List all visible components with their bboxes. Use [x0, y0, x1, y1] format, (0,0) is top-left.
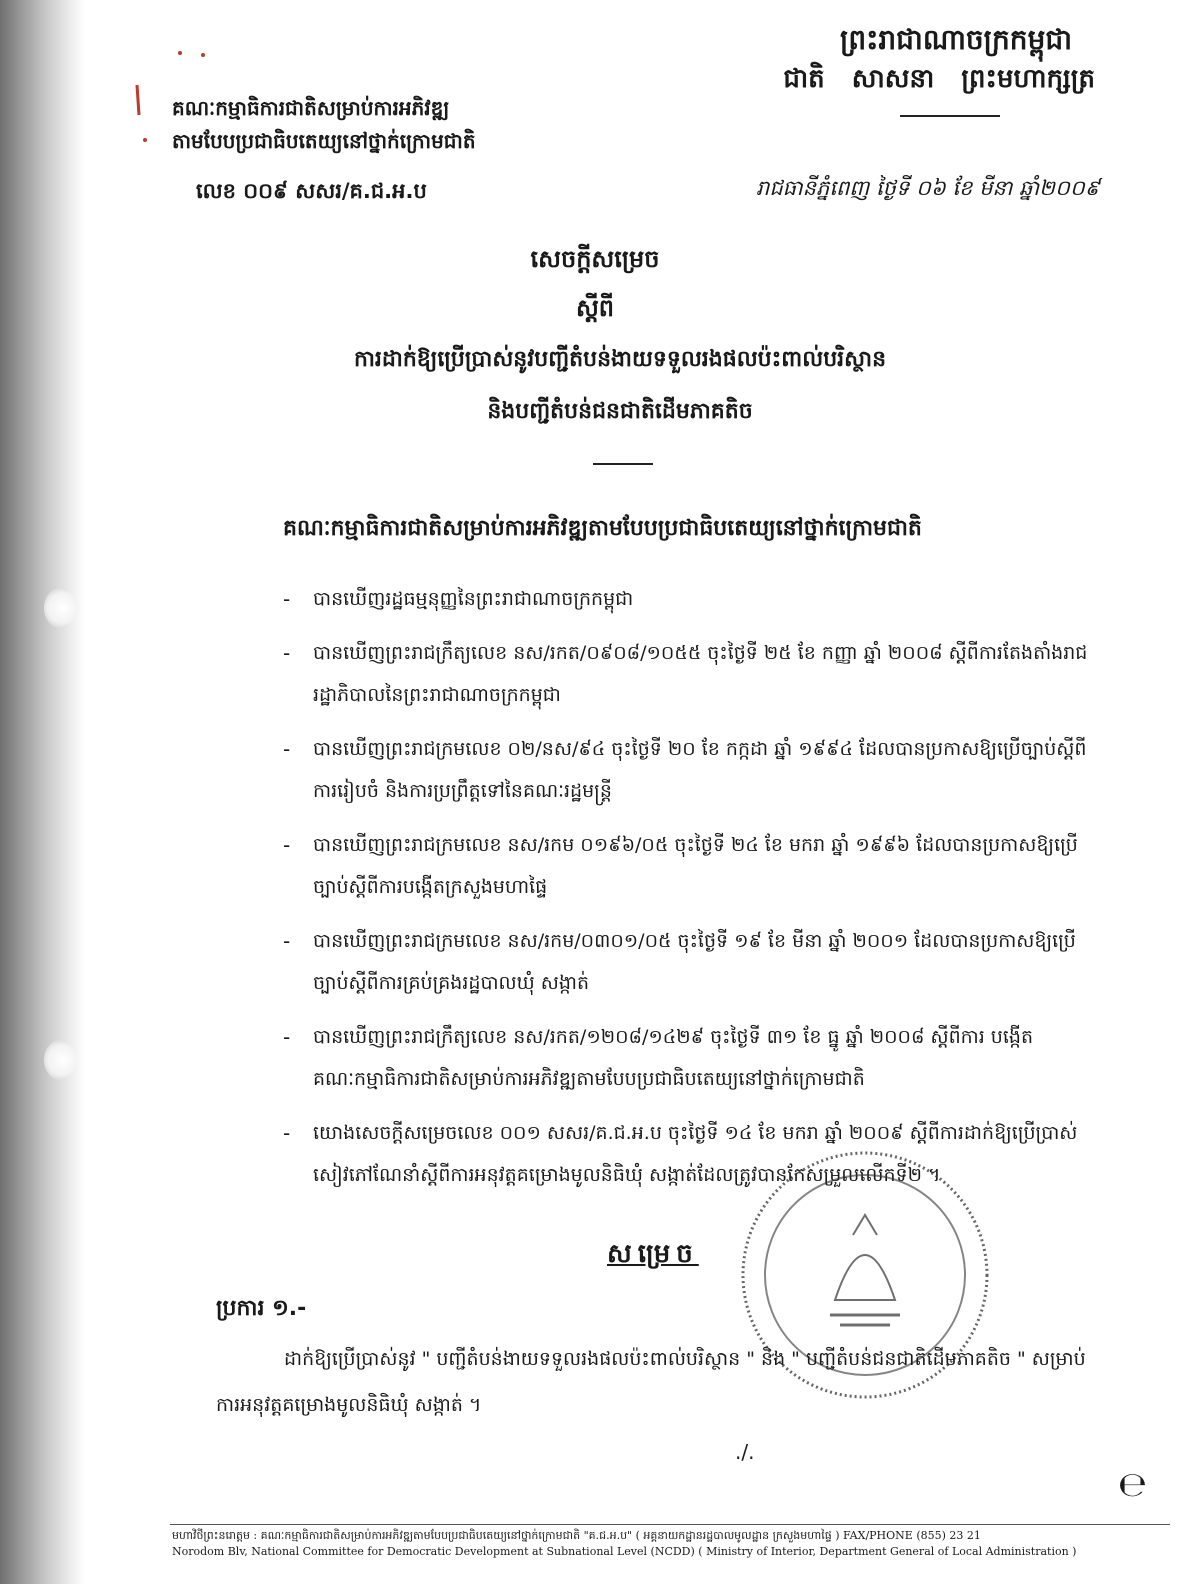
- signature-mark-icon: ℮: [1118, 1465, 1148, 1505]
- issuing-committee: [172, 92, 476, 158]
- ornament-divider: [593, 463, 653, 465]
- title-subject-2: និងបញ្ជីតំបន់ជនជាតិដើមភាគតិច: [487, 399, 753, 424]
- list-item: - បានឃើញរដ្ឋធម្មនុញ្ញនៃព្រះរាជាណាចក្រកម្ពុជា: [283, 587, 634, 611]
- list-item: - យោងសេចក្តីសម្រេចលេខ ០០១ សសរ/គ.ជ.អ.ប ចុះថ្ងៃទី ១៤ ខែ មករា ឆ្នាំ ២០០៩ ស្តីពីការដាក់ឱ្យប្រើប្រាស់សៀវភៅណែនាំស្តីពីការអនុវត្តគម្រោងមូលនិធិឃុំ សង្កាត់ដែលត្រូវបានកែសម្រួលលើកទី២ ។: [283, 1121, 1078, 1186]
- scan-edge-shadow: [0, 0, 85, 1584]
- list-item: - បានឃើញព្រះរាជក្រឹត្យលេខ នស/រកត/១២០៨/១៤២៩ ចុះថ្ងៃទី ៣១ ខែ ធ្នូ ឆ្នាំ ២០០៨ ស្តីពីការ បង្កើតគណៈកម្មាធិការជាតិសម្រាប់ការអភិវឌ្ឍតាមបែបប្រជាធិបតេយ្យនៅថ្នាក់ក្រោមជាតិ: [283, 1025, 1034, 1090]
- title-regarding: ស្តីពី: [575, 294, 615, 322]
- decision-heading: សម្រេច: [607, 1239, 699, 1269]
- list-item: - បានឃើញព្រះរាជក្រមលេខ ០២/នស/៩៤ ចុះថ្ងៃទី ២០ ខែ កក្កដា ឆ្នាំ ១៩៩៤ ដែលបានប្រកាសឱ្យប្រើច្បាប់ស្តីពីការរៀបចំ និងការប្រព្រឹត្តទៅនៃគណៈរដ្ឋមន្ត្រី: [283, 737, 1087, 802]
- page-continuation-marker: ./.: [735, 1440, 755, 1464]
- ornament-divider: [900, 115, 1000, 117]
- national-motto: ជាតិ សាសនា ព្រះមហាក្សត្រ: [783, 64, 1095, 94]
- considerations-list: [283, 578, 1098, 1208]
- reference-number: លេខ ០០៩ សសរ/គ.ជ.អ.ប: [196, 179, 427, 203]
- title-subject-1: ការដាក់ឱ្យប្រើប្រាស់នូវបញ្ជីតំបន់ងាយទទួលរងផលប៉ះពាល់បរិស្ថាន: [353, 347, 887, 372]
- committee-line-1: គណៈកម្មាធិការជាតិសម្រាប់ការអភិវឌ្ឍ: [172, 96, 450, 120]
- article-heading: ប្រការ ១.-: [216, 1296, 307, 1321]
- list-item: - បានឃើញព្រះរាជក្រមលេខ នស/រកម ០១៩៦/០៥ ចុះថ្ងៃទី ២៤ ខែ មករា ឆ្នាំ ១៩៩៦ ដែលបានប្រកាសឱ្យប្រើច្បាប់ស្តីពីការបង្កើតក្រសួងមហាផ្ទៃ: [283, 833, 1078, 898]
- document-date: រាជធានីភ្នំពេញ ថ្ងៃទី ០៦ ខែ មីនា ឆ្នាំ២០០៩: [756, 176, 1100, 200]
- punch-hole-icon: [44, 588, 76, 628]
- issuer-heading: គណៈកម្មាធិការជាតិសម្រាប់ការអភិវឌ្ឍតាមបែបប្រជាធិបតេយ្យនៅថ្នាក់ក្រោមជាតិ: [283, 516, 922, 541]
- punch-hole-icon: [44, 1040, 76, 1080]
- footer-address-english: Norodom Blv, National Committee for Democratic Development at Subnational Level (NCDD) ( Ministry of Interior, Department General of Local Administration ): [172, 1545, 1077, 1558]
- list-item: - បានឃើញព្រះរាជក្រមលេខ នស/រកម/០៣០១/០៥ ចុះថ្ងៃទី ១៩ ខែ មីនា ឆ្នាំ ២០០១ ដែលបានប្រកាសឱ្យប្រើច្បាប់ស្តីពីការគ្រប់គ្រងរដ្ឋបាលឃុំ សង្កាត់: [283, 929, 1076, 994]
- footer-address-khmer: មហាវិថីព្រះនរោត្តម : គណៈកម្មាធិការជាតិសម្រាប់ការអភិវឌ្ឍតាមបែបប្រជាធិបតេយ្យនៅថ្នាក់ក្រោមជាតិ "គ.ជ.អ.ប" ( អគ្គនាយកដ្ឋានរដ្ឋបាលមូលដ្ឋាន ក្រសួងមហាផ្ទៃ ) FAX/PHONE (855) 23 21: [172, 1529, 981, 1542]
- footer-divider: [170, 1524, 1170, 1525]
- kingdom-heading: ព្រះរាជាណាចក្រកម្ពុជា: [839, 23, 1072, 56]
- committee-line-2: តាមបែបប្រជាធិបតេយ្យនៅថ្នាក់ក្រោមជាតិ: [172, 129, 476, 153]
- list-item: - បានឃើញព្រះរាជក្រឹត្យលេខ នស/រកត/០៩០៨/១០៥៥ ចុះថ្ងៃទី ២៥ ខែ កញ្ញា ឆ្នាំ ២០០៨ ស្តីពីការតែងតាំងរាជរដ្ឋាភិបាលនៃព្រះរាជាណាចក្រកម្ពុជា: [283, 641, 1088, 706]
- document-title: សេចក្តីសម្រេច: [530, 245, 660, 273]
- article-text: ដាក់ឱ្យប្រើប្រាស់នូវ " បញ្ជីតំបន់ងាយទទួលរងផលប៉ះពាល់បរិស្ថាន " និង " បញ្ជីតំបន់ជនជាតិដើមភាគតិច " សម្រាប់ការអនុវត្តគម្រោងមូលនិធិឃុំ សង្កាត់ ។: [216, 1348, 1086, 1416]
